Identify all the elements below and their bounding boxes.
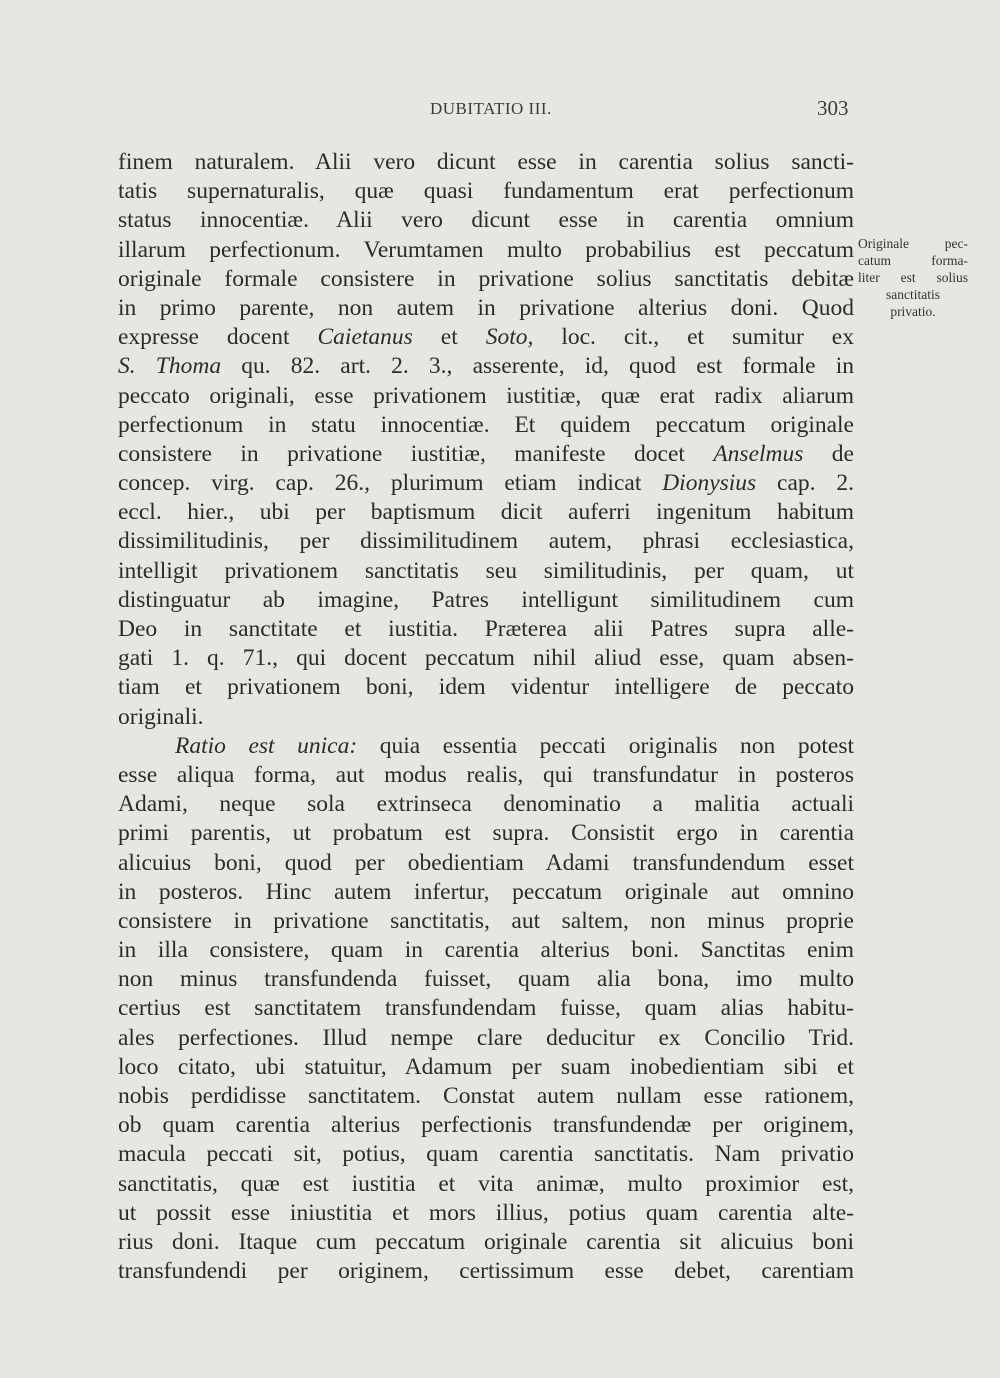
marginal-note-line: Originale pec- [858,236,968,251]
paragraph-lead-italic: Ratio est unica: [175,732,358,759]
marginal-note [858,235,968,320]
text-run: ales perfectiones. Illud nempe clare deducitur ex Concilio Trid. [118,1024,854,1051]
text-run: tatis supernaturalis, quæ quasi fundamentum erat perfectionum [118,178,854,205]
marginal-note-line: privatio. [890,304,936,319]
text-run: peccato originali, esse privationem iustitiæ, quæ erat radix aliarum [118,382,854,409]
text-line [118,469,854,498]
text-run: Adami, neque sola extrinseca denominatio a malitia actuali [118,791,854,818]
text-line [118,527,854,556]
text-run: finem naturalem. Alii vero dicunt esse in carentia solius sancti- [118,149,854,175]
text-line [118,936,854,965]
text-run: qu. 82. art. 2. 3., asserente, id, quod est formale in [221,353,854,380]
text-run: expresse docent [118,324,318,351]
text-line [118,761,854,790]
text-run: in posteros. Hinc autem infertur, peccatum originale aut omnino [118,878,854,905]
text-run: et [412,324,486,351]
text-line [118,440,854,469]
text-run: dissimilitudinis, per dissimilitudinem autem, phrasi ecclesiastica, [118,528,854,555]
text-run: distinguatur ab imagine, Patres intelligunt similitudinem cum [118,586,854,613]
text-line [118,673,854,702]
author-name-italic: Dionysius [662,470,757,497]
text-run: ut possit esse iniustitia et mors illius, potius quam carentia alte- [118,1199,854,1226]
running-head: DUBITATIO III. [430,99,552,118]
text-run: sanctitatis, quæ est iustitia et vita animæ, multo proximior est, [118,1170,854,1197]
text-line [118,586,854,615]
marginal-note-line: liter est solius [858,270,968,285]
text-run: nobis perdidisse sanctitatem. Constat autem nullam esse rationem, [118,1083,854,1109]
author-name-italic: Caietanus [317,324,413,351]
text-run: status innocentiæ. Alii vero dicunt esse in carentia omnium [118,207,854,234]
text-run: alicuius boni, quod per obedientiam Adami transfundendum esset [118,849,854,876]
text-line [118,148,854,177]
text-run: tiam et privationem boni, idem videntur intelligere de peccato [118,674,854,701]
text-run: originali. [118,703,204,730]
text-run: ob quam carentia alterius perfectionis transfundendæ per originem, [118,1112,854,1139]
text-run: Deo in sanctitate et iustitia. Præterea alii Patres supra alle- [118,616,854,642]
text-line [118,1140,854,1169]
text-line [118,1199,854,1228]
body-text [118,148,854,1286]
page-number: 303 [817,96,849,120]
text-run: transfundendi per originem, certissimum esse debet, carentiam [118,1258,854,1285]
marginal-note-line: sanctitatis [886,287,940,302]
text-line [118,644,854,673]
text-run: non minus transfundenda fuisset, quam alia bona, imo multo [118,966,854,993]
text-line [118,965,854,994]
text-line [118,177,854,206]
text-line [118,1257,854,1286]
text-run: loco citato, ubi statuitur, Adamum per suam inobedientiam sibi et [118,1053,854,1080]
text-line [118,206,854,235]
text-run: gati 1. q. 71., qui docent peccatum nihil aliud esse, quam absen- [118,645,854,672]
text-run: intelligit privationem sanctitatis seu similitudinis, per quam, ut [118,557,854,584]
text-run: consistere in privatione sanctitatis, aut saltem, non minus proprie [118,907,854,934]
text-line [118,994,854,1023]
text-run: concep. virg. cap. 26., plurimum etiam indicat [118,470,663,497]
text-line [118,1024,854,1053]
text-line [118,819,854,848]
text-run: certius est sanctitatem transfundendam fuisse, quam alias habitu- [118,995,854,1022]
text-line [118,1082,854,1111]
text-line [118,352,854,381]
text-run: in illa consistere, quam in carentia alterius boni. Sanctitas enim [118,937,854,964]
text-line [118,878,854,907]
text-line [118,1228,854,1257]
text-line [118,498,854,527]
text-run: rius doni. Itaque cum peccatum originale carentia sit alicuius boni [118,1228,854,1255]
text-line [118,790,854,819]
author-name-italic: S. Thoma [118,353,222,380]
text-run: illarum perfectionum. Verumtamen multo probabilius est peccatum [118,236,854,263]
text-run: loc. cit., et sumitur ex [533,324,854,351]
text-line [118,615,854,644]
text-line [118,265,854,294]
text-line [118,236,854,265]
text-line [118,411,854,440]
text-line [118,732,854,761]
author-name-italic: Soto, [485,324,534,351]
text-run: in primo parente, non autem in privatione alterius doni. Quod [118,294,854,321]
text-line [118,557,854,586]
text-run: perfectionum in statu innocentiæ. Et quidem peccatum originale [118,411,854,438]
text-run: primi parentis, ut probatum est supra. Consistit ergo in carentia [118,820,854,847]
text-run: eccl. hier., ubi per baptismum dicit auferri ingenitum habitum [118,499,854,526]
text-run: cap. 2. [756,470,854,497]
author-name-italic: Anselmus [713,440,804,467]
text-line [118,849,854,878]
text-line [118,323,854,352]
text-run: macula peccati sit, potius, quam carentia sanctitatis. Nam privatio [118,1141,854,1168]
marginal-note-line: catum forma- [858,253,968,268]
text-line [118,1170,854,1199]
text-line [118,1053,854,1082]
text-run: de [803,440,854,467]
text-run: consistere in privatione iustitiæ, manifeste docet [118,440,714,467]
text-run: quia essentia peccati originalis non potest [357,732,854,759]
text-run: esse aliqua forma, aut modus realis, qui transfundatur in posteros [118,761,854,788]
text-line [118,294,854,323]
text-line [118,703,854,732]
text-run: originale formale consistere in privatione solius sanctitatis debitæ [118,265,854,292]
text-line [118,382,854,411]
text-line [118,907,854,936]
text-line [118,1111,854,1140]
